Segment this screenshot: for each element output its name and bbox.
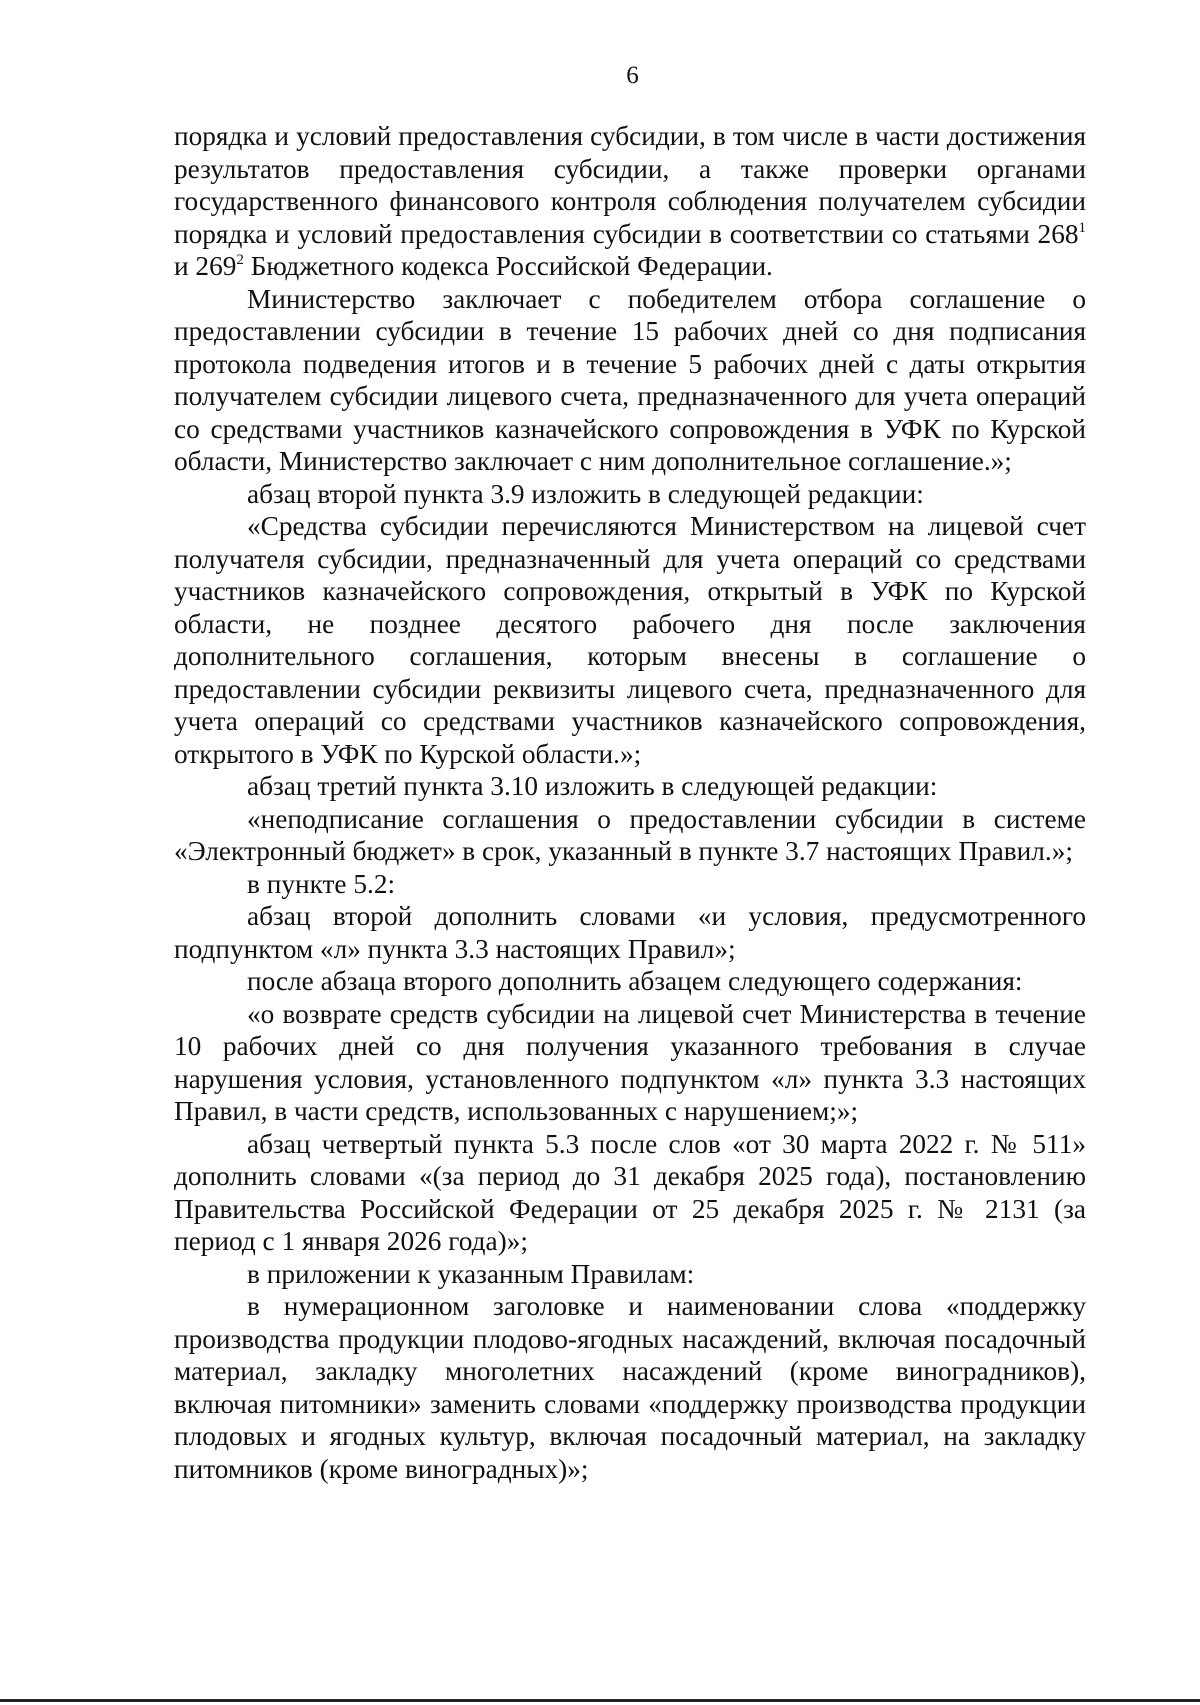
page-number: 6 xyxy=(626,62,639,89)
paragraph-text: и 269 xyxy=(174,251,237,281)
paragraph-continuation xyxy=(174,120,1086,283)
paragraph: в пункте 5.2: xyxy=(247,868,396,899)
scan-edge-line xyxy=(0,1699,1200,1702)
paragraph: абзац четвертый пункта 5.3 после слов «от 30 марта 2022 г. № 511» дополнить словами «(за период до 31 декабря 2025 года), постановлению Правительства Российской Федерации от 25 декабря 2025 г. № 2131 (за период с 1 января 2026 года)»; xyxy=(174,1128,1086,1256)
paragraph-text: порядка и условий предоставления субсидии, в том числе в части достижения результатов предоставления субсидии, а также проверки органами государственного финансового контроля соблюдения получателем субсидии порядка и условий предоставления субсидии в соответствии со статьями 268 xyxy=(174,121,1086,249)
superscript: 1 xyxy=(1078,219,1086,236)
paragraph: абзац второй пункта 3.9 изложить в следующей редакции: xyxy=(247,478,924,509)
document-body xyxy=(174,120,1086,1485)
paragraph: после абзаца второго дополнить абзацем следующего содержания: xyxy=(247,966,1023,996)
paragraph: «Средства субсидии перечисляются Министерством на лицевой счет получателя субсидии, предназначенный для учета операций со средствами участников казначейского сопровождения, открытый в УФК по Курской области, не позднее десятого рабочего дня после заключения дополнительного соглашения, которым внесены в соглашение о предоставлении субсидии реквизиты лицевого счета, предназначенного для учета операций со средствами участников казначейского сопровождения, открытого в УФК по Курской области.»; xyxy=(174,511,1086,769)
paragraph: в приложении к указанным Правилам: xyxy=(247,1258,695,1289)
paragraph: Министерство заключает с победителем отбора соглашение о предоставлении субсидии в течение 15 рабочих дней со дня подписания протокола подведения итогов и в течение 5 рабочих дней с даты открытия получателем субсидии лицевого счета, предназначенного для учета операций со средствами участников казначейского сопровождения в УФК по Курской области, Министерство заключает с ним дополнительное соглашение.»; xyxy=(174,283,1086,476)
paragraph: «о возврате средств субсидии на лицевой счет Министерства в течение 10 рабочих дней со дня получения указанного требования в случае нарушения условия, установленного подпунктом «л» пункта 3.3 настоящих Правил, в части средств, использованных с нарушением;»; xyxy=(174,998,1086,1126)
paragraph: в нумерационном заголовке и наименовании слова «поддержку производства продукции плодово-ягодных насаждений, включая посадочный материал, закладку многолетних насаждений (кроме виноградников), включая питомники» заменить словами «поддержку производства продукции плодовых и ягодных культур, включая посадочный материал, на закладку питомников (кроме виноградных)»; xyxy=(174,1291,1086,1484)
superscript: 2 xyxy=(236,252,244,268)
paragraph: абзац второй дополнить словами «и условия, предусмотренного подпунктом «л» пункта 3.3 настоящих Правил»; xyxy=(174,901,1086,964)
paragraph: абзац третий пункта 3.10 изложить в следующей редакции: xyxy=(247,771,938,801)
paragraph-text: Бюджетного кодекса Российской Федерации. xyxy=(243,251,773,281)
paragraph: «неподписание соглашения о предоставлении субсидии в системе «Электронный бюджет» в срок, указанный в пункте 3.7 настоящих Правил.»; xyxy=(174,803,1086,866)
